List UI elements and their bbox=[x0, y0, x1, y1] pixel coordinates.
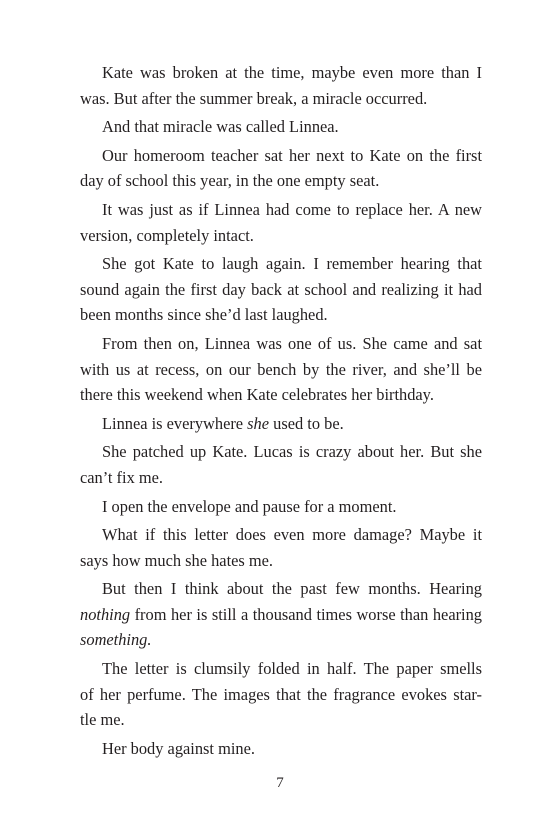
text-line: been months since she’d last laughed. bbox=[80, 305, 328, 325]
paragraph bbox=[80, 114, 482, 140]
text-line: of her perfume. The images that the fragrance evokes star- bbox=[80, 684, 482, 704]
text-line: She got Kate to laugh again. I remember hearing that bbox=[102, 254, 482, 274]
text-line: The letter is clumsily folded in half. The paper smells bbox=[102, 659, 482, 679]
text-line: But then I think about the past few months. Hearing bbox=[102, 579, 482, 599]
paragraph bbox=[80, 494, 482, 520]
text-line bbox=[80, 602, 482, 628]
text-line: with us at recess, on our bench by the river, and she’ll be bbox=[80, 359, 482, 379]
paragraph bbox=[80, 439, 482, 490]
paragraph bbox=[80, 736, 482, 762]
text-line bbox=[80, 411, 482, 437]
text-line: day of school this year, in the one empty seat. bbox=[80, 171, 380, 191]
paragraph bbox=[80, 411, 482, 437]
text-line: She patched up Kate. Lucas is crazy about her. But she bbox=[102, 442, 482, 462]
paragraph bbox=[80, 656, 482, 733]
text-line: tle me. bbox=[80, 710, 125, 730]
text-line: What if this letter does even more damage? Maybe it bbox=[102, 525, 482, 545]
emphasis-text: she bbox=[247, 413, 270, 433]
text-run: from her is still a thousand times worse than hearing bbox=[130, 604, 482, 624]
text-line bbox=[80, 627, 482, 653]
paragraph bbox=[80, 60, 482, 111]
text-line: I open the envelope and pause for a moment. bbox=[102, 496, 397, 516]
text-line: sound again the first day back at school and realizing it had bbox=[80, 279, 482, 299]
text-line: was. But after the summer break, a miracle occurred. bbox=[80, 88, 428, 108]
text-line: Her body against mine. bbox=[102, 738, 255, 758]
text-line: It was just as if Linnea had come to replace her. A new bbox=[102, 199, 482, 219]
emphasis-text: something. bbox=[80, 630, 152, 650]
paragraph bbox=[80, 197, 482, 248]
paragraph bbox=[80, 331, 482, 408]
emphasis-text: nothing bbox=[80, 604, 131, 624]
text-run: used to be. bbox=[269, 413, 344, 433]
text-line: can’t fix me. bbox=[80, 467, 163, 487]
text-line: version, completely intact. bbox=[80, 225, 254, 245]
text-line: And that miracle was called Linnea. bbox=[102, 117, 339, 137]
text-line: Kate was broken at the time, maybe even more than I bbox=[102, 63, 482, 82]
text-line: says how much she hates me. bbox=[80, 550, 274, 570]
paragraph bbox=[80, 251, 482, 328]
paragraph bbox=[80, 143, 482, 194]
text-run: Linnea is everywhere bbox=[102, 413, 248, 433]
text-line: there this weekend when Kate celebrates her birthday. bbox=[80, 385, 434, 405]
text-line: From then on, Linnea was one of us. She came and sat bbox=[102, 333, 482, 353]
text-line: Our homeroom teacher sat her next to Kate on the first bbox=[102, 145, 482, 165]
paragraph bbox=[80, 576, 482, 653]
page-body-text bbox=[80, 60, 482, 764]
paragraph bbox=[80, 522, 482, 573]
page-number: 7 bbox=[276, 775, 284, 791]
